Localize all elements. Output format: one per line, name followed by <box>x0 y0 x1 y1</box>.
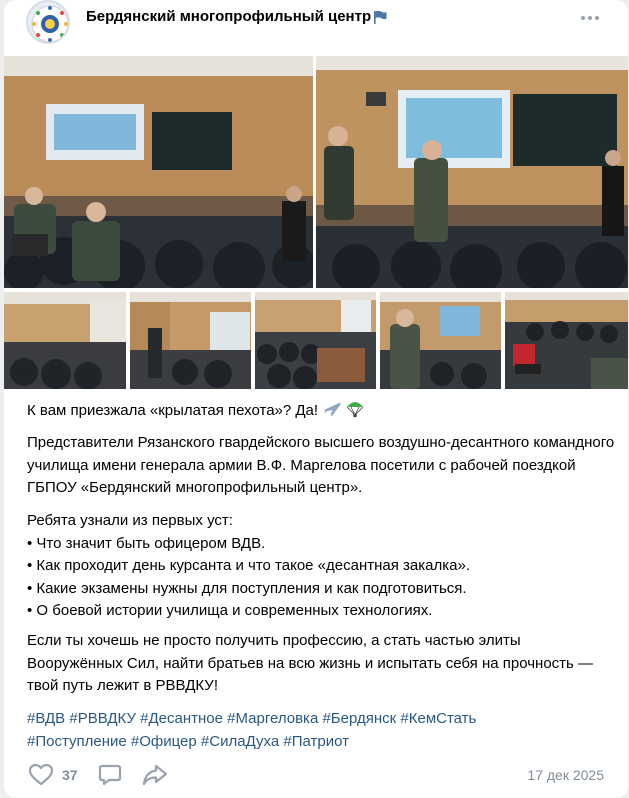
hashtag-link[interactable]: #РВВДКУ <box>69 710 136 727</box>
post-paragraph-3: Если ты хочешь не просто получить профессию, а стать частью элиты Вооружённых Сил, найти братьев на всю жизнь и испытать себя на прочность — твой путь лежит в РВВДКУ! <box>27 632 594 694</box>
post-footer <box>4 760 628 790</box>
hashtag-link[interactable]: #Десантное <box>140 710 223 727</box>
post-intro <box>27 400 617 423</box>
heart-icon[interactable] <box>28 763 54 787</box>
hashtag-link[interactable]: #КемСтать <box>400 710 477 727</box>
post-date[interactable]: 17 дек 2025 <box>527 767 604 783</box>
post-paragraph-1: Представители Рязанского гвардейского высшего воздушно-десантного командного училища имени генерала армии В.Ф. Маргелова посетили с рабочей поездкой ГБПОУ «Бердянский многопрофильный центр». <box>27 434 615 496</box>
bullet-item: • Какие экзамены нужны для поступления и как подготовиться. <box>27 579 467 597</box>
flag-icon <box>373 10 387 25</box>
like-count: 37 <box>62 767 78 783</box>
hashtags <box>27 707 587 753</box>
parachute-emoji-icon <box>346 400 364 418</box>
share-arrow-icon[interactable] <box>142 763 168 787</box>
photo-5[interactable] <box>255 292 376 389</box>
photo-1[interactable] <box>4 56 313 288</box>
hashtag-link[interactable]: #СилаДуха <box>200 733 280 750</box>
bullet-item: • Как проходит день курсанта и что такое «десантная закалка». <box>27 557 470 574</box>
post-card <box>4 0 628 798</box>
comment-icon[interactable] <box>98 763 122 787</box>
post-paragraph-2 <box>27 510 617 623</box>
group-avatar[interactable] <box>26 0 70 44</box>
bullet-item: • Что значит быть офицером ВДВ. <box>27 534 266 552</box>
hashtag-link[interactable]: #Бердянск <box>322 710 397 727</box>
more-dots-icon[interactable] <box>580 9 600 27</box>
hashtag-link[interactable]: #Поступление <box>27 733 127 750</box>
airplane-emoji-icon <box>322 400 342 418</box>
photo-3[interactable] <box>4 292 126 389</box>
photo-2[interactable] <box>316 56 628 288</box>
post-header <box>4 0 628 56</box>
photo-6[interactable] <box>380 292 501 389</box>
photo-4[interactable] <box>130 292 251 389</box>
hashtag-link[interactable]: #Офицер <box>130 733 197 750</box>
hashtag-link[interactable]: #Патриот <box>283 733 350 750</box>
bullet-item: • О боевой истории училища и современных технологиях. <box>27 602 433 619</box>
photo-7[interactable] <box>505 292 628 389</box>
intro-text: К вам приезжала «крылатая пехота»? Да! <box>27 402 319 419</box>
paragraph-2-lead: Ребята узнали из первых уст: <box>27 512 233 529</box>
group-name[interactable]: Бердянский многопрофильный центр <box>86 8 372 25</box>
photo-gallery <box>4 56 628 389</box>
hashtag-link[interactable]: #Маргеловка <box>227 710 319 727</box>
hashtag-link[interactable]: #ВДВ <box>27 710 66 727</box>
